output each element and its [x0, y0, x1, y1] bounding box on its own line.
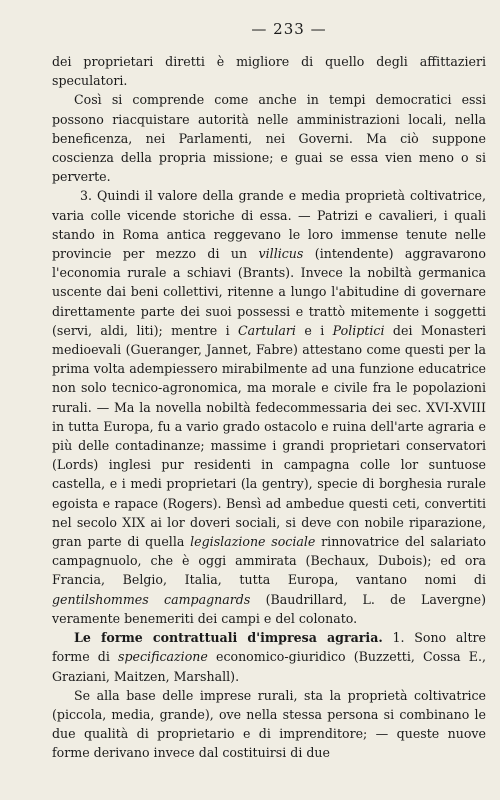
term-cartulari: Cartulari — [238, 322, 296, 338]
paragraph-3-text-e: rinnovatrice del salariato campagnuolo, che è oggi ammirata (Bechaux, Dubois); ed ora Francia, Belgio, Italia, tutta Europa, vantano nomi di — [52, 534, 487, 588]
term-gentilshommes: gentilshommes campagnards — [52, 591, 251, 607]
body-text — [52, 52, 486, 763]
term-villicus: villicus — [258, 246, 304, 262]
paragraph-4-text-a: 1. Sono altre forme di — [52, 630, 486, 665]
paragraph-3-text-c: e i — [295, 322, 333, 338]
paragraph-5: Se alla base delle imprese rurali, sta la proprietà coltivatrice (piccola, media, grande), ove nella stessa persona si combinano le due qualità di proprietario e di imprenditore; — queste nuove forme derivano invece dal costituirsi di due — [52, 687, 486, 761]
paragraph-4-text-b: economico-giuridico (Buzzetti, Cossa E., Graziani, Maitzen, Marshall). — [52, 649, 486, 684]
term-poliptici: Poliptici — [332, 322, 385, 338]
term-specificazione: specificazione — [118, 649, 208, 665]
paragraph-3-text-f: (Baudrillard, L. de Lavergne) veramente benemeriti dei campi e del colonato. — [52, 591, 486, 626]
section-heading: Le forme contrattuali d'impresa agraria. — [74, 630, 383, 646]
page-number: — 233 — — [251, 20, 327, 38]
paragraph-3-text-a: 3. Quindi il valore della grande e media proprietà coltivatrice, varia colle vicende storiche di essa. — Patrizi e cavalieri, i quali stando in Roma antica reggevano le loro immense tenute nelle provincie per mezzo di un — [52, 188, 486, 262]
paragraph-2: Così si comprende come anche in tempi democratici essi possono riacquistare autorità nelle amministrazioni locali, nella beneficenza, nei Parlamenti, nei Governi. Ma ciò suppone coscienza della propria missione; e guai se essa vien meno o si perverte. — [52, 92, 486, 185]
paragraph-1: dei proprietari diretti è migliore di quello degli affittazieri speculatori. — [52, 54, 486, 89]
paragraph-3-text-b: (intendente) aggravarono l'economia rurale a schiavi (Brants). Invece la nobiltà germanica uscente dai beni collettivi, ritenne a lungo l'abitudine di governare direttamente parte dei suoi possessi e trattò mitemente i soggetti (servi, aldi, liti); mentre i — [52, 246, 486, 338]
paragraph-4 — [52, 628, 486, 686]
paragraph-3 — [52, 186, 486, 628]
term-legislazione-sociale: legislazione sociale — [190, 534, 316, 550]
paragraph-3-text-d: dei Monasteri medioevali (Gueranger, Jannet, Fabre) attestano come questi per la prima volta adempiessero mirabilmente ad una funzione educatrice non solo tecnico-agronomica, ma morale e civile fra le popolazioni rurali. — Ma la novella nobiltà fedecommessaria dei sec. XVI-XVIII in tutta Europa, fu a vario grado ostacolo e ruina dell'arte agraria e più delle contadinanze; massime i grandi proprietari conservatori (Lords) inglesi pur residenti in campagna colle lor suntuose castella, e i medi proprietari (la gentry), specie di borghesia rurale egoista e rapace (Rogers). Bensì ad ambedue questi ceti, convertiti nel secolo XIX ai lor doveri sociali, si deve con nobile riparazione, gran parte di quella — [52, 322, 486, 550]
